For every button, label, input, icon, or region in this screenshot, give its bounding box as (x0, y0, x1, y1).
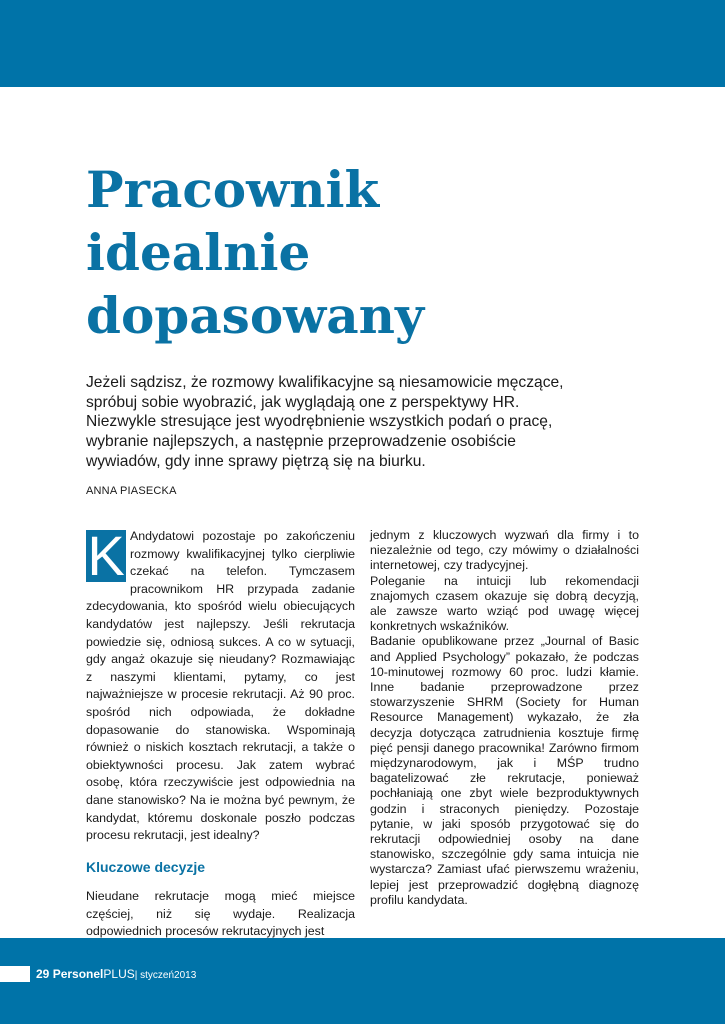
footer-tab-mark (0, 966, 30, 982)
lead-line: spróbuj sobie wyobrazić, jak wyglądają one z perspektywy HR. (86, 393, 520, 411)
dropcap-letter: K (87, 524, 125, 587)
body-paragraph: Poleganie na intuicji lub rekomendacji znajomych czasem okazuje się dobrą decyzją, ale zawsze warto wziąć pod uwagę więcej konkretnych wskaźników. (370, 573, 639, 634)
dropcap (86, 524, 126, 587)
body-paragraph: Badanie opublikowane przez „Journal of Basic and Applied Psychology” pokazało, że podczas 10-minutowej rozmowy 60 proc. ludzi kłamie. Inne badanie przeprowadzone przez stowarzyszenie SHRM (Society for Human Resource Management) wykazało, że zła decyzja dotycząca zatrudnienia kosztuje firmę pięć pensji danego pracownika! Zarówno firmom międzynarodowym, jak i MŚP trudno bagatelizować złe rekrutacje, ponieważ pochłaniają one zbyt wiele bezproduktywnych godzin i straconych pieniędzy. Pozostaje pytanie, w jaki sposób przygotować się do rekrutacji odpowiedniej osoby na dane stanowisko, szczególnie gdy sama intuicja nie wystarcza? Zamiast ufać pierwszemu wrażeniu, lepiej jest przeprowadzić dogłębną diagnozę profilu kandydata. (370, 634, 639, 907)
title-line: dopasowany (86, 286, 425, 345)
body-paragraph: jednym z kluczowych wyzwań dla firmy i to niezależnie od tego, czy mówimy o działalności internetowej, czy tradycyjnej. (370, 528, 639, 573)
body-text: Andydatowi pozostaje po zakończeniu rozmowy kwalifikacyjnej tylko cierpliwie czekać na telefon. Tymczasem pracownikom HR przypada zadanie zdecydowania, kto spośród wielu obiecujących kandydatów jest najlepszy. Jeśli rekrutacja powiedzie się, odniosą sukces. A co w sytuacji, gdy angaż okazuje się nieudany? Rozmawiając z naszymi klientami, pytamy, co jest najważniejsze w procesie rekrutacji. Aż 90 proc. spośród nich odpowiada, że dokładne dopasowanie do stanowiska. Wspominają również o niskich kosztach rekrutacji, a także o obiektywności procesu. Jak zatem wybrać osobę, która rzeczywiście jest odpowiednia na dane stanowisko? Na ie można być pewnym, że kandydat, któremu doskonale poszło podczas procesu rekrutacji, jest idealny? (86, 529, 355, 843)
page-footer (36, 966, 196, 982)
lead-line: Niezwykle stresujące jest wyodrębnienie wszystkich podań o pracę, (86, 413, 553, 431)
body-paragraph (86, 524, 355, 845)
section-subheading: Kluczowe decyzje (86, 858, 206, 875)
title-line: idealnie (86, 223, 311, 282)
article-title (86, 158, 646, 347)
issue-date: | styczeń2013 (134, 970, 197, 981)
top-color-band (0, 0, 725, 87)
body-paragraph: Nieudane rekrutacje mogą mieć miejsce częściej, niż się wydaje. Realizacja odpowiednich procesów rekrutacyjnych jest (86, 889, 355, 939)
magazine-name-light: PLUS (103, 967, 135, 981)
lead-line: wywiadów, gdy inne sprawy piętrzą się na biurku. (86, 452, 426, 470)
author-byline: ANNA PIASECKA (86, 485, 177, 497)
magazine-name-bold: Personel (52, 967, 104, 981)
lead-line: Jeżeli sądzisz, że rozmowy kwalifikacyjne są niesamowicie męczące, (86, 374, 564, 391)
page-number: 29 (36, 967, 50, 981)
body-column-right (370, 528, 639, 908)
article-lead (86, 373, 626, 472)
lead-line: wybranie najlepszych, a następnie przeprowadzenie osobiście (86, 433, 516, 451)
title-line: Pracownik (86, 160, 380, 219)
body-column-left (86, 524, 355, 941)
